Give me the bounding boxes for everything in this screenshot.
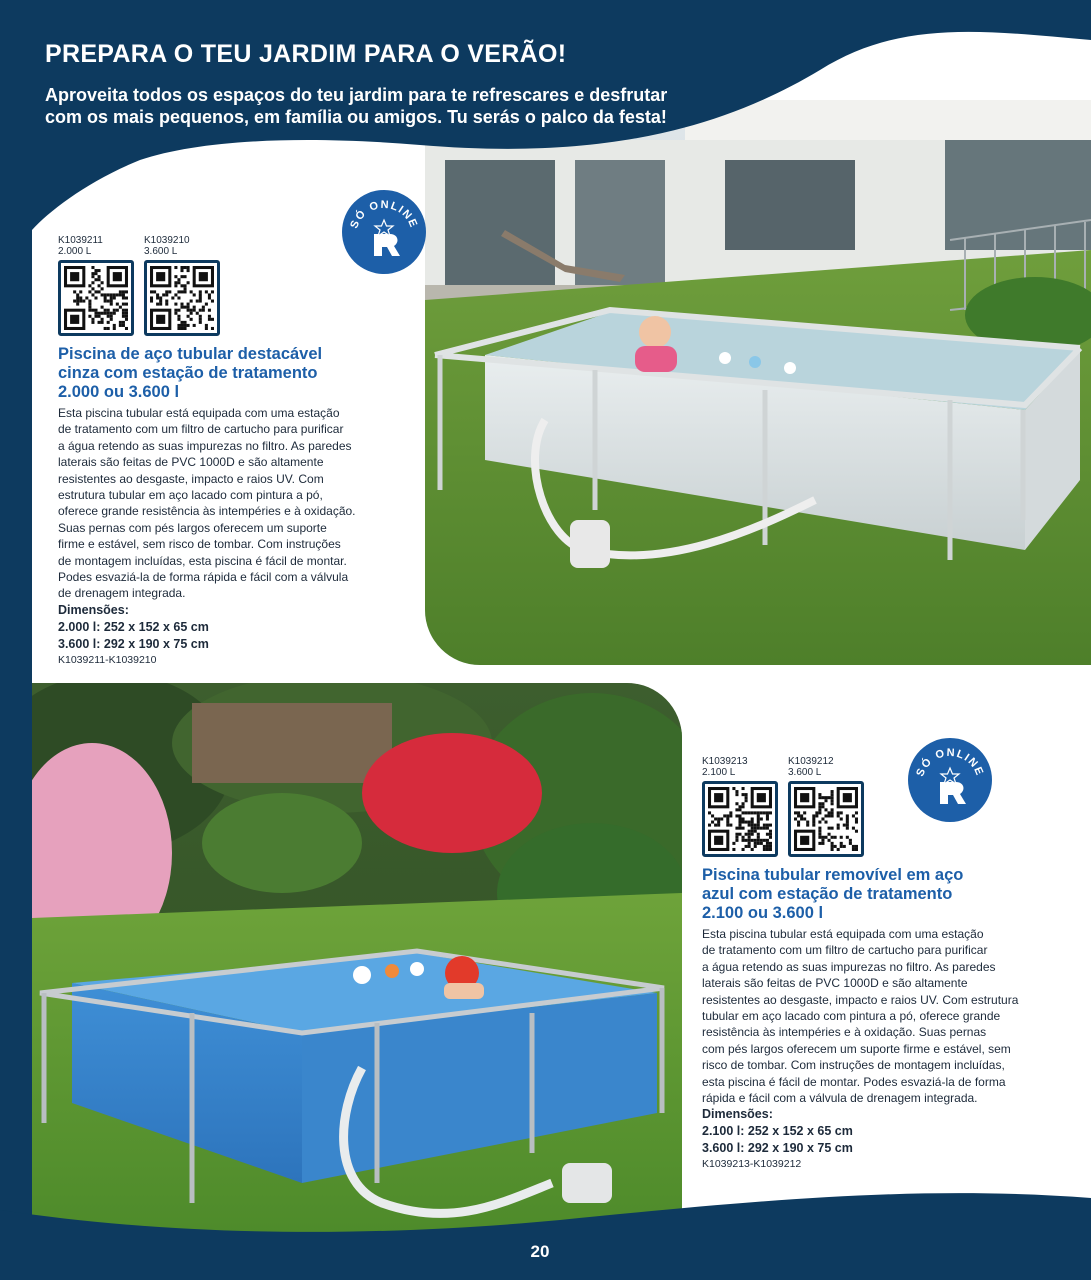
product-2-dimension: 2.100 l: 252 x 152 x 65 cm [702,1124,853,1139]
qr-item [144,235,220,336]
qr-code-icon[interactable] [702,781,778,857]
product-2-reference: K1039213-K1039212 [702,1158,802,1171]
product-1-dimensions-label: Dimensões: [58,602,129,617]
qr-code-icon[interactable] [788,781,864,857]
qr-item [702,756,778,857]
qr-group-product-2 [702,756,864,857]
r-star-logo-icon [940,768,966,804]
qr-product-volume: 3.600 L [788,767,822,778]
badge-text: SÓ ONLINE [914,746,986,779]
qr-product-volume: 2.100 L [702,767,736,778]
qr-product-code: K1039212 [788,756,834,767]
blue-pool-photo [32,683,682,1243]
qr-product-volume: 2.000 L [58,246,92,257]
product-1-title: Piscina de aço tubular destacável cinza com estação de tratamento 2.000 ou 3.600 l [58,345,323,401]
page-subheadline [45,84,765,128]
subhead-line-1: Aproveita todos os espaços do teu jardim para te refrescares e desfrutar [45,85,668,105]
badge-text: SÓ ONLINE [348,198,420,231]
product-2-dimension: 3.600 l: 292 x 190 x 75 cm [702,1141,853,1156]
qr-item [58,235,134,336]
so-online-badge [342,190,426,274]
bottom-banner [0,1180,1091,1280]
qr-product-code: K1039211 [58,235,103,246]
qr-code-icon[interactable] [144,260,220,336]
product-2-description: Esta piscina tubular está equipada com uma estação de tratamento com um filtro de cartucho para purificar a água retendo as suas impurezas no filtro. As paredes laterais são feitas de PVC 1000D e são altamente resistentes ao desgaste, impacto e raios UV. Com estrutura tubular em aço lacado com pintura a pó, oferece grande resistência às intempéries e à oxidação. Suas pernas com pés largos oferecem um suporte firme e estável, sem risco de tombar. Com instruções de montagem incluídas, esta piscina é fácil de montar. Podes esvaziá-la de forma rápida e fácil com a válvula de drenagem integrada. [702,927,1019,1106]
blue-pool-illustration [32,683,682,1243]
qr-group-product-1 [58,235,220,336]
page-headline: PREPARA O TEU JARDIM PARA O VERÃO! [45,40,567,68]
qr-code-icon[interactable] [58,260,134,336]
product-2-details [702,866,1072,1171]
page-number: 20 [530,1242,550,1261]
product-2-title: Piscina tubular removível em aço azul com estação de tratamento 2.100 ou 3.600 l [702,866,964,922]
product-2-dimensions-label: Dimensões: [702,1107,773,1122]
qr-item [788,756,864,857]
qr-product-code: K1039210 [144,235,190,246]
so-online-badge [908,738,992,822]
product-1-details [58,345,423,667]
product-1-description: Esta piscina tubular está equipada com uma estação de tratamento com um filtro de cartucho para purificar a água retendo as suas impurezas no filtro. As paredes laterais são feitas de PVC 1000D e são altamente resistentes ao desgaste, impacto e raios UV. Com estrutura tubular em aço lacado com pintura a pó, oferece grande resistência às intempéries e à oxidação. Suas pernas com pés largos oferecem um suporte firme e estável, sem risco de tombar. Com instruções de montagem incluídas, esta piscina é fácil de montar. Podes esvaziá-la de forma rápida e fácil com a válvula de drenagem integrada. [58,406,356,601]
qr-product-volume: 3.600 L [144,246,178,257]
left-frame [0,0,32,1280]
product-1-dimension: 3.600 l: 292 x 190 x 75 cm [58,636,209,651]
qr-product-code: K1039213 [702,756,748,767]
r-star-logo-icon [374,220,400,256]
product-1-dimension: 2.000 l: 252 x 152 x 65 cm [58,619,209,634]
subhead-line-2: com os mais pequenos, em família ou amigos. Tu serás o palco da festa! [45,107,667,127]
product-1-reference: K1039211-K1039210 [58,653,157,666]
